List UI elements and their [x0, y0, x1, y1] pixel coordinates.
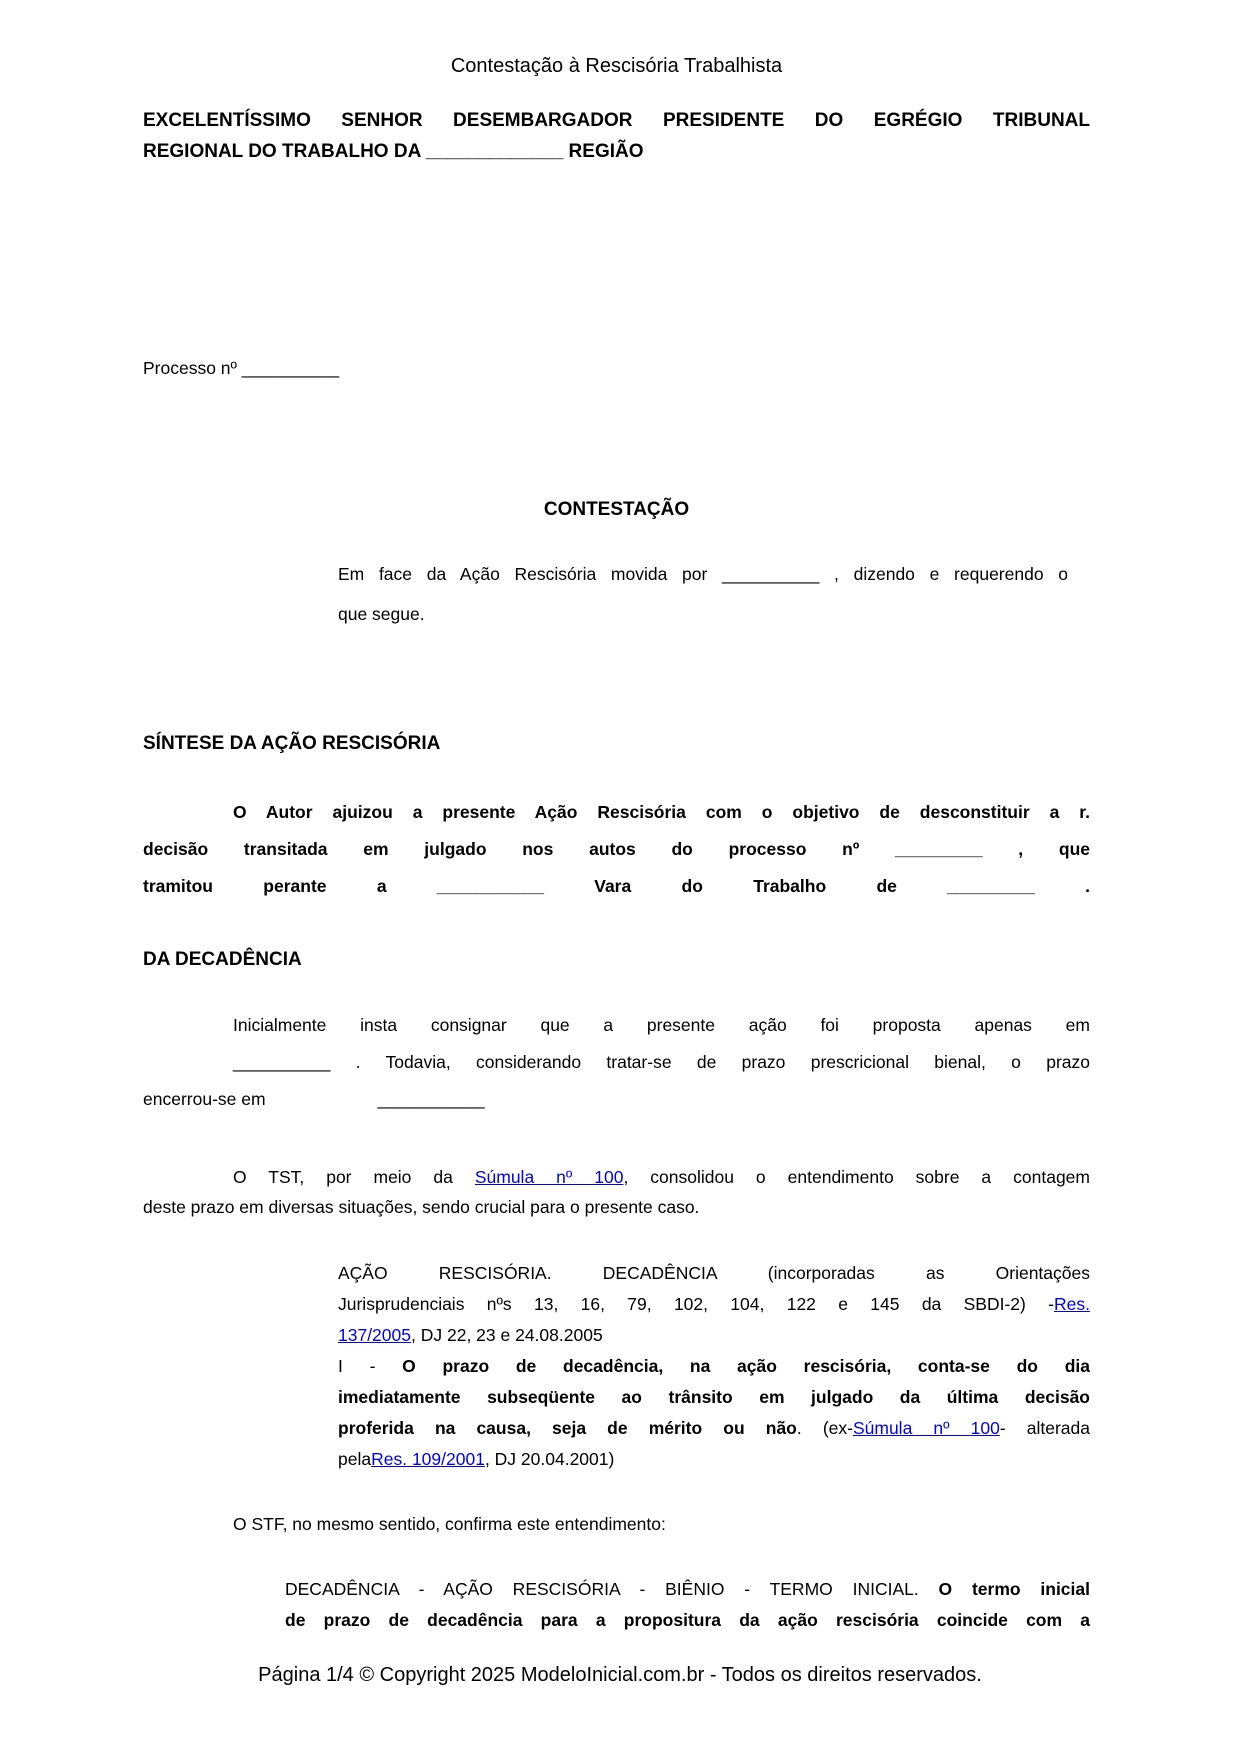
text-line [143, 1081, 1090, 1118]
text-segment: que segue. [338, 604, 425, 624]
text-line [338, 554, 1068, 594]
text-line [285, 1605, 1090, 1636]
text-line [143, 1007, 1090, 1044]
text-line [338, 1413, 1090, 1444]
blank-field: _________ [894, 839, 983, 859]
text-segment: O termo inicial [938, 1579, 1090, 1599]
text-segment: , DJ 20.04.2001) [484, 1449, 615, 1469]
contestacao-heading [143, 496, 1090, 524]
doc-link[interactable]: 137/2005 [338, 1325, 411, 1345]
text-segment: REGIONAL DO TRABALHO DA [143, 141, 426, 162]
text-segment: REGIÃO [563, 141, 644, 162]
text-segment: . (ex- [796, 1418, 853, 1438]
text-segment: imediatamente subseqüente ao trânsito em julgado da última decisão [338, 1387, 1090, 1407]
text-segment: decisão transitada em julgado nos autos do processo nº [143, 839, 895, 859]
text-line [338, 1258, 1090, 1289]
doc-link[interactable]: Res. [1054, 1294, 1090, 1314]
page-footer: Página 1/4 © Copyright 2025 ModeloInicial.com.br - Todos os direitos reservados. [258, 1664, 982, 1686]
header-address [143, 105, 1090, 167]
emface-paragraph [338, 554, 1068, 634]
document-title: Contestação à Rescisória Trabalhista [450, 55, 783, 77]
text-line [143, 496, 1090, 524]
text-line [143, 1192, 1090, 1222]
inicialmente-paragraph [143, 1007, 1090, 1118]
text-segment: Inicialmente insta consignar que a presente ação foi proposta apenas em [233, 1015, 1090, 1035]
text-line [338, 594, 1068, 634]
text-line [143, 136, 1090, 167]
text-segment: I - [338, 1356, 403, 1376]
text-line [143, 831, 1090, 868]
text-segment: DECADÊNCIA - AÇÃO RESCISÓRIA - BIÊNIO - TERMO INICIAL. [285, 1579, 939, 1599]
text-segment: - alterada [999, 1418, 1090, 1438]
sintese-heading [143, 730, 1090, 758]
stf-quote [285, 1574, 1090, 1636]
document-body [143, 53, 1090, 1636]
text-line [338, 1289, 1090, 1320]
tst-quote [338, 1258, 1090, 1475]
text-line [143, 730, 1090, 758]
text-segment: pela [338, 1449, 372, 1469]
text-segment: O prazo de decadência, na ação rescisória, conta-se do dia [402, 1356, 1091, 1376]
text-segment: O STF, no mesmo sentido, confirma este entendimento: [233, 1514, 666, 1534]
text-segment: proferida na causa, seja de mérito ou não [338, 1418, 797, 1438]
blank-field: __________ [722, 564, 820, 584]
text-segment: encerrou-se em [143, 1089, 266, 1109]
doc-link[interactable]: Súmula nº 100 [474, 1167, 624, 1187]
text-segment: . [1034, 876, 1090, 896]
doc-link[interactable]: Res. 109/2001 [371, 1449, 485, 1469]
text-line [143, 1044, 1090, 1081]
text-line [143, 868, 1090, 905]
blank-field: ___________ [436, 876, 544, 896]
text-line [143, 946, 1090, 974]
text-line [338, 1351, 1090, 1382]
text-segment: DA DECADÊNCIA [143, 949, 302, 970]
blank-field: ___________ [377, 1089, 485, 1109]
stf-paragraph [143, 1509, 1090, 1539]
text-line [143, 354, 1090, 382]
decadencia-heading [143, 946, 1090, 974]
text-segment: CONTESTAÇÃO [543, 499, 690, 520]
text-line [143, 1509, 1090, 1539]
text-segment: Processo nº [143, 358, 242, 378]
text-line [338, 1320, 1090, 1351]
text-segment: , consolidou o entendimento sobre a contagem [623, 1167, 1090, 1187]
text-segment: Em face da Ação Rescisória movida por [338, 564, 723, 584]
text-line [143, 794, 1090, 831]
text-segment: , que [982, 839, 1090, 859]
text-segment: , dizendo e requerendo o [819, 564, 1068, 584]
blank-field: __________ [233, 1052, 331, 1072]
text-line [285, 1574, 1090, 1605]
text-segment: O Autor ajuizou a presente Ação Rescisória com o objetivo de desconstituir a r. [233, 802, 1090, 822]
text-segment: EXCELENTÍSSIMO SENHOR DESEMBARGADOR PRESIDENTE DO EGRÉGIO TRIBUNAL [143, 110, 1090, 131]
text-segment: AÇÃO RESCISÓRIA. DECADÊNCIA (incorporadas as Orientações [338, 1263, 1090, 1283]
blank-field: __________ [241, 358, 340, 378]
text-line [338, 1444, 1090, 1475]
tst-paragraph [143, 1162, 1090, 1222]
text-segment: O TST, por meio da [233, 1167, 475, 1187]
text-segment: tramitou perante a [143, 876, 437, 896]
text-line [143, 1162, 1090, 1192]
text-segment: de prazo de decadência para a propositura da ação rescisória coincide com a [285, 1610, 1090, 1630]
text-segment: SÍNTESE DA AÇÃO RESCISÓRIA [143, 733, 441, 754]
autor-paragraph [143, 794, 1090, 905]
text-segment: Vara do Trabalho de [543, 876, 948, 896]
blank-field: _____________ [425, 141, 564, 162]
text-segment: , DJ 22, 23 e 24.08.2005 [411, 1325, 603, 1345]
blank-field: _________ [947, 876, 1035, 896]
text-segment: Jurisprudenciais nºs 13, 16, 79, 102, 104, 122 e 145 da SBDI-2) - [338, 1294, 1055, 1314]
document-blocks [143, 105, 1090, 1636]
doc-link[interactable]: Súmula nº 100 [852, 1418, 1000, 1438]
text-segment: deste prazo em diversas situações, sendo crucial para o presente caso. [143, 1197, 700, 1217]
text-line [143, 105, 1090, 136]
text-line [338, 1382, 1090, 1413]
processo-line [143, 354, 1090, 382]
text-segment: . Todavia, considerando tratar-se de prazo prescricional bienal, o prazo [330, 1052, 1090, 1072]
